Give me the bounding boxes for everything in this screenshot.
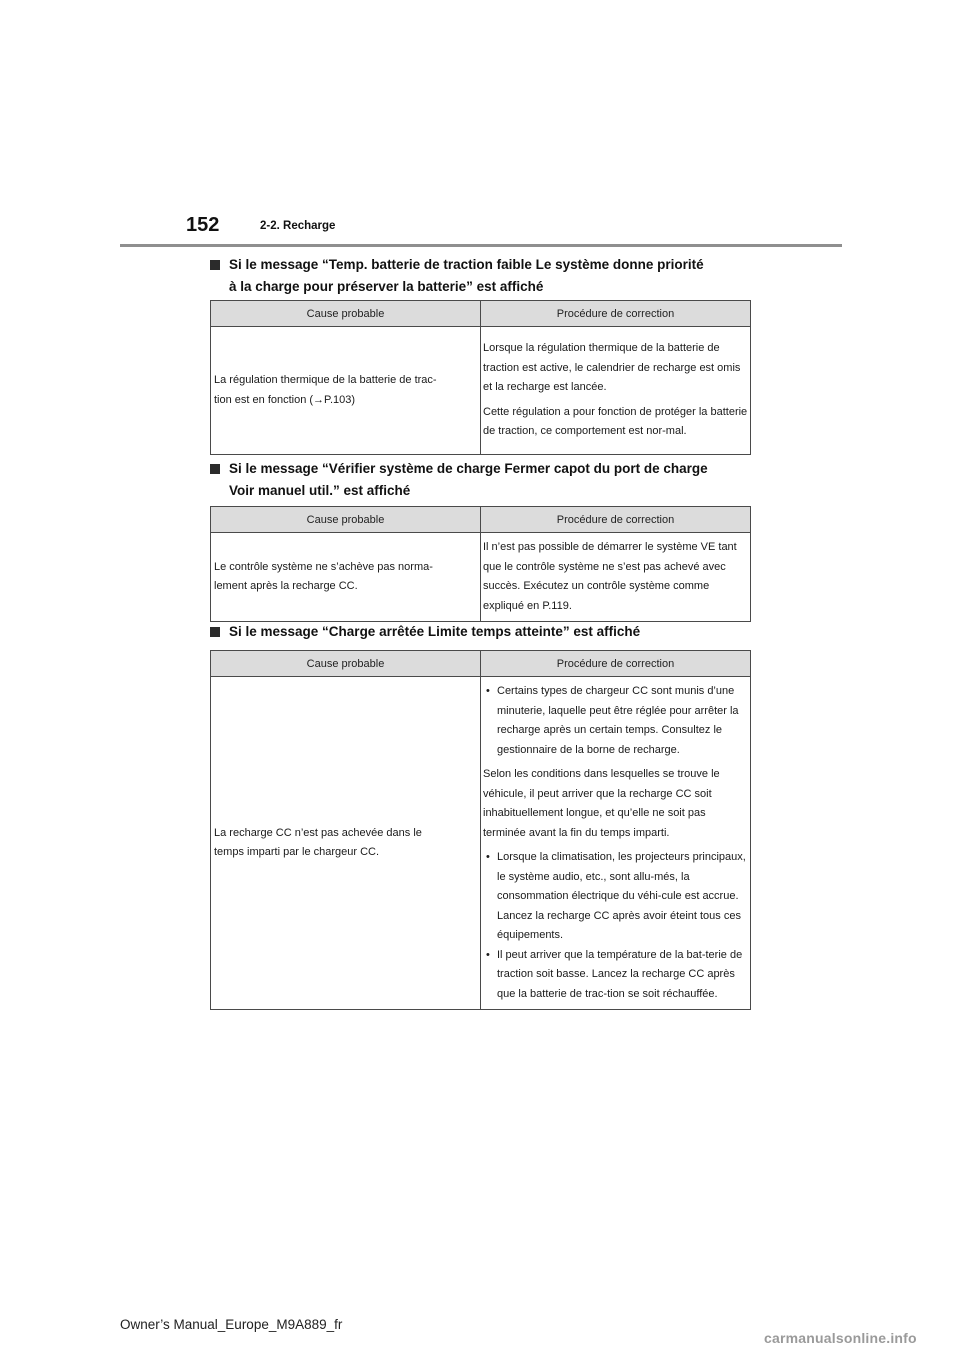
cause-line: lement après la recharge CC. xyxy=(214,580,358,592)
procedure-bullet: • Lorsque la climatisation, les projecteurs principaux, le système audio, etc., sont allu-més, la consommation électrique du véhi-cule est accrue. Lancez la recharge CC après avoir éteint tous ces équipements. xyxy=(483,848,748,946)
heading-line-1: Si le message “Vérifier système de charge Fermer capot du port de charge xyxy=(229,461,708,476)
footer-manual-id: Owner’s Manual_Europe_M9A889_fr xyxy=(120,1317,343,1332)
column-header-cause: Cause probable xyxy=(211,507,481,533)
column-header-cause: Cause probable xyxy=(211,301,481,327)
square-bullet-icon xyxy=(210,464,220,474)
procedure-cell xyxy=(481,327,751,455)
procedure-bullet: • Il peut arriver que la température de la bat-terie de traction soit basse. Lancez la recharge CC après que la batterie de trac-tion se soit réchauffée. xyxy=(483,946,748,1005)
cause-line: tion est en fonction (→P.103) xyxy=(214,393,356,406)
troubleshoot-table-2 xyxy=(210,506,751,622)
procedure-paragraph: Il n’est pas possible de démarrer le système VE tant que le contrôle système ne s’est pas achevé avec succès. Exécutez un contrôle système comme expliqué en P.119. xyxy=(483,541,737,612)
section-heading-3 xyxy=(210,621,770,643)
procedure-bullet-list xyxy=(483,848,748,1004)
cause-cell xyxy=(211,533,481,622)
watermark: carmanualsonline.info xyxy=(764,1330,917,1346)
heading-line-2: Voir manuel util.” est affiché xyxy=(229,483,411,498)
cause-line: temps imparti par le chargeur CC. xyxy=(214,846,380,858)
square-bullet-icon xyxy=(210,627,220,637)
section-heading-2 xyxy=(210,458,770,502)
procedure-cell xyxy=(481,677,751,1010)
troubleshoot-table-1 xyxy=(210,300,751,455)
procedure-cell xyxy=(481,533,751,622)
header-divider xyxy=(120,244,842,247)
column-header-procedure: Procédure de correction xyxy=(481,651,751,677)
section-title: 2-2. Recharge xyxy=(260,220,336,232)
troubleshoot-table-3 xyxy=(210,650,751,1010)
cause-line: La recharge CC n’est pas achevée dans le xyxy=(214,826,422,839)
procedure-bullet-list xyxy=(483,682,748,760)
page-number: 152 xyxy=(186,214,220,236)
column-header-procedure: Procédure de correction xyxy=(481,301,751,327)
heading-line-2: à la charge pour préserver la batterie” est affiché xyxy=(229,279,544,294)
procedure-paragraph: Selon les conditions dans lesquelles se trouve le véhicule, il peut arriver que la recharge CC soit inhabituellement longue, et qu’elle ne soit pas terminée avant la fin du temps imparti. xyxy=(483,768,720,839)
cause-line: La régulation thermique de la batterie de trac- xyxy=(214,374,437,386)
column-header-cause: Cause probable xyxy=(211,651,481,677)
column-header-procedure: Procédure de correction xyxy=(481,507,751,533)
procedure-paragraph: Cette régulation a pour fonction de protéger la batterie de traction, ce comportement est nor-mal. xyxy=(483,405,748,438)
heading-line-1: Si le message “Temp. batterie de traction faible Le système donne priorité xyxy=(229,257,704,272)
procedure-bullet: • Certains types de chargeur CC sont munis d’une minuterie, laquelle peut être réglée pour arrêter la recharge après un certain temps. Consultez le gestionnaire de la borne de recharge. xyxy=(483,682,748,760)
square-bullet-icon xyxy=(210,260,220,270)
procedure-paragraph: Lorsque la régulation thermique de la batterie de traction est active, le calendrier de recharge est omis et la recharge est lancée. xyxy=(483,342,741,394)
section-heading-1 xyxy=(210,254,770,298)
cause-cell xyxy=(211,677,481,1010)
cause-cell xyxy=(211,327,481,455)
heading-line-1: Si le message “Charge arrêtée Limite temps atteinte” est affiché xyxy=(229,624,641,639)
cause-line: Le contrôle système ne s’achève pas norma- xyxy=(214,560,433,573)
